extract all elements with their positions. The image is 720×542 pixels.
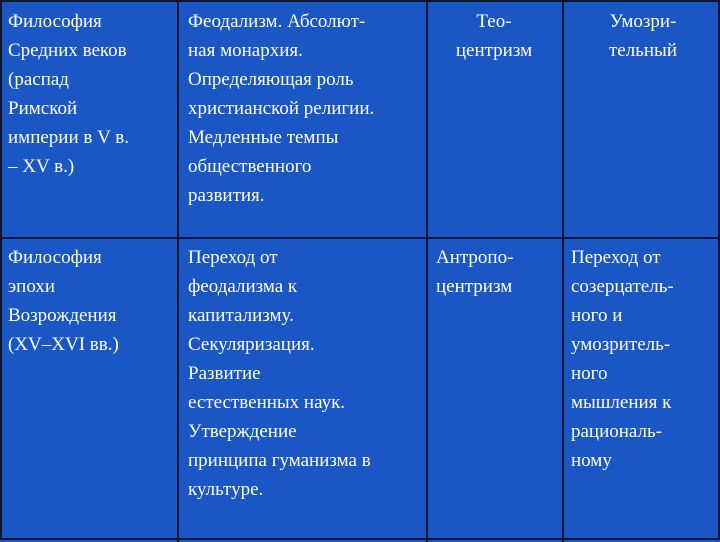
column-divider — [562, 2, 564, 542]
column-divider — [177, 2, 179, 542]
row2-method-cell: Переход от созерцатель- ного и умозритель- ного мышления к рациональ- ному — [571, 247, 674, 471]
column-divider — [426, 2, 428, 542]
row1-conditions-cell: Феодализм. Абсолют- ная монархия. Определяющая роль христианской религии. Медленные темпы общественного развития. — [188, 11, 375, 206]
row1-period-cell: Философия Средних веков (распад Римской империи в V в. – XV в.) — [8, 11, 129, 177]
row1-method-cell: Умозри- тельный — [609, 11, 677, 61]
row2-orientation-cell: Антропо- центризм — [436, 247, 514, 297]
row1-orientation-cell: Тео- центризм — [455, 11, 533, 61]
row-divider — [2, 237, 720, 239]
row2-period-cell: Философия эпохи Возрождения (XV–XVI вв.) — [8, 247, 119, 355]
row2-conditions-cell: Переход от феодализма к капитализму. Секуляризация. Развитие естественных наук. Утверждение принципа гуманизма в культуре. — [188, 247, 371, 500]
